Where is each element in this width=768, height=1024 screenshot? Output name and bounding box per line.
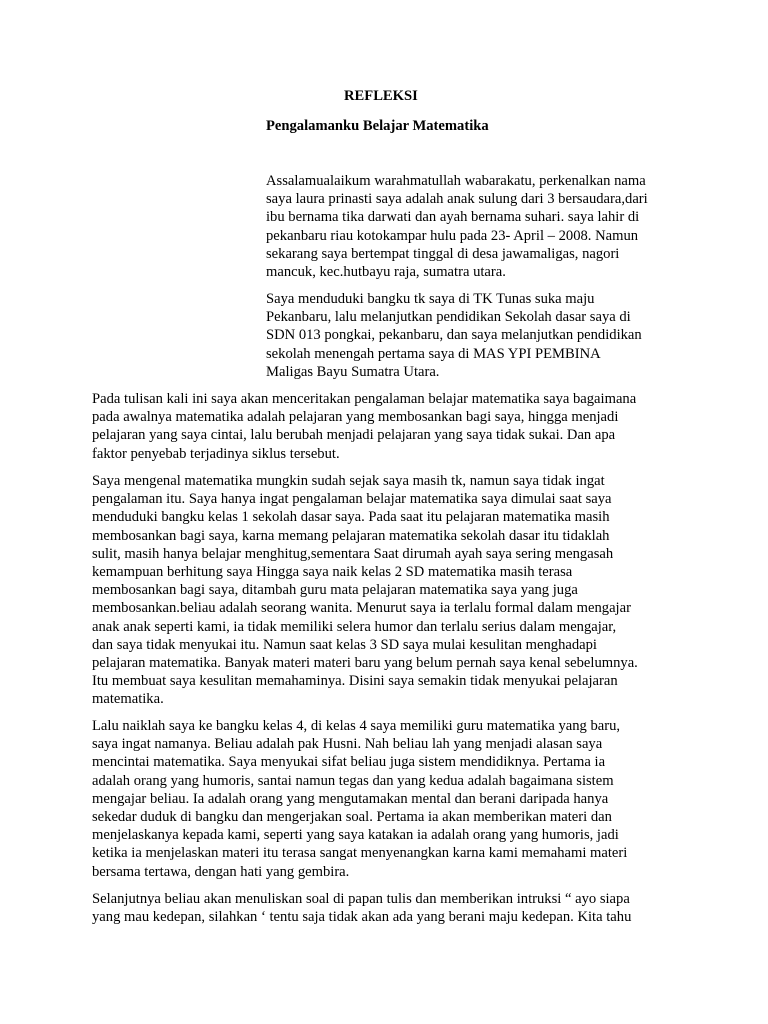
document-title: REFLEKSI — [344, 88, 418, 104]
paragraph-purpose: Pada tulisan kali ini saya akan menceritakan pengalaman belajar matematika saya bagaimana pada awalnya matematika adalah pelajaran yang membosankan bagi saya, hingga menjadi pelajaran yang saya cintai, lalu berubah menjadi pelajaran yang saya tidak sukai. Dan apa faktor penyebab terjadinya siklus tersebut. — [92, 391, 637, 462]
document-subtitle: Pengalamanku Belajar Matematika — [266, 118, 489, 134]
paragraph-introduction: Assalamualaikum warahmatullah wabarakatu, perkenalkan nama saya laura prinasti saya adalah anak sulung dari 3 bersaudara,dari ibu bernama tika darwati dan ayah bernama suhari. saya lahir di pekanbaru riau kotokampar hulu pada 23- April – 2008. Namun sekarang saya bertempat tinggal di desa jawamaligas, nagori mancuk, kec.hutbayu raja, sumatra utara. — [266, 173, 648, 281]
paragraph-teaching-method: Selanjutnya beliau akan menuliskan soal di papan tulis dan memberikan intruksi “ ayo siapa yang mau kedepan, silahkan ‘ tentu saja tidak akan ada yang berani maju kedepan. Kita tahu — [92, 891, 632, 926]
paragraph-early-experience: Saya mengenal matematika mungkin sudah sejak saya masih tk, namun saya tidak ingat pengalaman itu. Saya hanya ingat pengalaman belajar matematika saya dimulai saat saya menduduki bangku kelas 1 sekolah dasar saya. Pada saat itu pelajaran matematika masih membosankan bagi saya, karna memang pelajaran matematika sekolah dasar itu tidaklah sulit, masih hanya belajar menghitug,sementara Saat dirumah ayah saya sering mengasah kemampuan berhitung saya Hingga saya naik kelas 2 SD matematika masih terasa membosankan bagi saya, ditambah guru mata pelajaran matematika saya yang juga membosankan.beliau adalah seorang wanita. Menurut saya ia terlalu formal dalam mengajar anak anak seperti kami, ia tidak memiliki selera humor dan terlalu serius dalam mengajar, dan saya tidak menyukai itu. Namun saat kelas 3 SD saya mulai kesulitan menghadapi pelajaran matematika. Banyak materi materi baru yang belum pernah saya kenal sebelumnya. Itu membuat saya kesulitan memahaminya. Disini saya semakin tidak menyukai pelajaran matematika. — [92, 473, 638, 708]
paragraph-grade-four: Lalu naiklah saya ke bangku kelas 4, di kelas 4 saya memiliki guru matematika yang baru, saya ingat namanya. Beliau adalah pak Husni. Nah beliau lah yang menjadi alasan saya mencintai matematika. Saya menyukai sifat beliau juga sistem mendidiknya. Pertama ia adalah orang yang humoris, santai namun tegas dan yang kedua adalah bagaimana sistem mengajar beliau. Ia adalah orang yang mengutamakan mental dan berani daripada hanya sekedar duduk di bangku dan mengerjakan soal. Pertama ia akan memberikan materi dan menjelaskanya kepada kami, seperti yang saya katakan ia adalah orang yang humoris, jadi ketika ia menjelaskan materi itu terasa sangat menyenangkan karna kami memahami materi bersama tertawa, dengan hati yang gembira. — [92, 718, 628, 880]
paragraph-education: Saya menduduki bangku tk saya di TK Tunas suka maju Pekanbaru, lalu melanjutkan pendidikan Sekolah dasar saya di SDN 013 pongkai, pekanbaru, dan saya melanjutkan pendidikan sekolah menengah pertama saya di MAS YPI PEMBINA Maligas Bayu Sumatra Utara. — [266, 291, 642, 380]
